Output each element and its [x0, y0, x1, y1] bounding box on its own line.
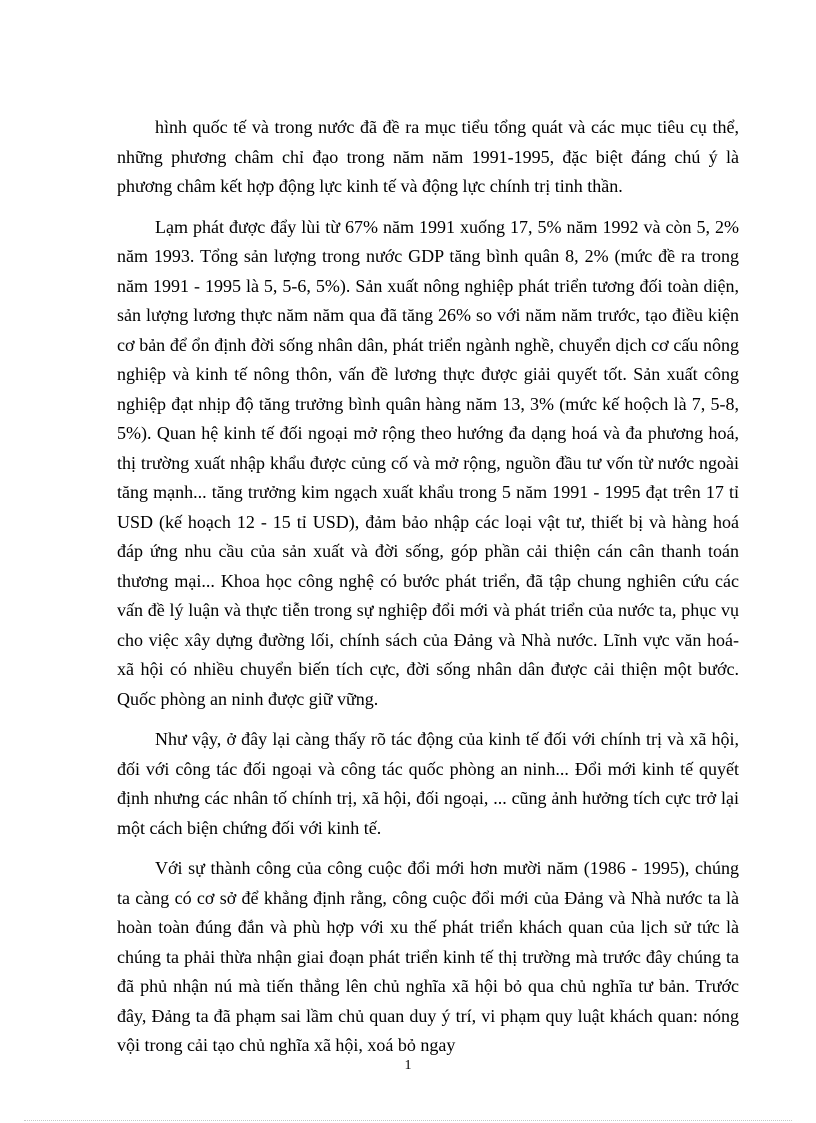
- paragraph-2: Lạm phát được đẩy lùi từ 67% năm 1991 xuống 17, 5% năm 1992 và còn 5, 2% năm 1993. Tổng sản lượng trong nước GDP tăng bình quân 8, 2% (mức đề ra trong năm 1991 - 1995 là 5, 5-6, 5%). Sản xuất nông nghiệp phát triển tương đối toàn diện, sản lượng lương thực năm năm qua đã tăng 26% so với năm năm trước, tạo điều kiện cơ bản để ổn định đời sống nhân dân, phát triển ngành nghề, chuyển dịch cơ cấu nông nghiệp và kinh tế nông thôn, vấn đề lương thực được giải quyết tốt. Sản xuất công nghiệp đạt nhịp độ tăng trưởng bình quân hàng năm 13, 3% (mức kế hoộch là 7, 5-8, 5%). Quan hệ kinh tế đối ngoại mở rộng theo hướng đa dạng hoá và đa phương hoá, thị trường xuất nhập khẩu được củng cố và mở rộng, nguồn đầu tư vốn từ nước ngoài tăng mạnh... tăng trưởng kim ngạch xuất khẩu trong 5 năm 1991 - 1995 đạt trên 17 tỉ USD (kế hoạch 12 - 15 tỉ USD), đảm bảo nhập các loại vật tư, thiết bị và hàng hoá đáp ứng nhu cầu của sản xuất và đời sống, góp phần cải thiện cán cân thanh toán thương mại... Khoa học công nghệ có bước phát triển, đã tập chung nghiên cứu các vấn đề lý luận và thực tiễn trong sự nghiệp đổi mới và phát triển của nước ta, phục vụ cho việc xây dựng đường lối, chính sách của Đảng và Nhà nước. Lĩnh vực văn hoá- xã hội có nhiều chuyển biến tích cực, đời sống nhân dân được cải thiện một bước. Quốc phòng an ninh được giữ vững.: [117, 216, 739, 709]
- body-text: [117, 113, 739, 1072]
- paragraph-1: hình quốc tế và trong nước đã đề ra mục tiểu tổng quát và các mục tiêu cụ thể, những phương châm chỉ đạo trong năm năm 1991-1995, đặc biệt đáng chú ý là phương châm kết hợp động lực kinh tế và động lực chính trị tinh thần.: [117, 117, 739, 196]
- page-number: 1: [404, 1058, 412, 1073]
- paragraph-4: Với sự thành công của công cuộc đổi mới hơn mười năm (1986 - 1995), chúng ta càng có cơ sở để khẳng định rằng, công cuộc đổi mới của Đảng và Nhà nước ta là hoàn toàn đúng đắn và phù hợp với xu thế phát triển khách quan của lịch sử tức là chúng ta phải thừa nhận giai đoạn phát triển kinh tế thị trường mà trước đây chúng ta đã phủ nhận nú mà tiến thẳng lên chủ nghĩa xã hội bỏ qua chủ nghĩa tư bản. Trước đây, Đảng ta đã phạm sai lầm chủ quan duy ý trí, vi phạm quy luật khách quan: nóng vội trong cải tạo chủ nghĩa xã hội, xoá bỏ ngay: [117, 858, 739, 1055]
- paragraph-3: Như vậy, ở đây lại càng thấy rõ tác động của kinh tế đối với chính trị và xã hội, đối với công tác đối ngoại và công tác quốc phòng an ninh... Đổi mới kinh tế quyết định nhưng các nhân tố chính trị, xã hội, đối ngoại, ... cũng ảnh hưởng tích cực trở lại một cách biện chứng đối với kinh tế.: [117, 729, 739, 838]
- page-break-divider: [24, 1120, 792, 1121]
